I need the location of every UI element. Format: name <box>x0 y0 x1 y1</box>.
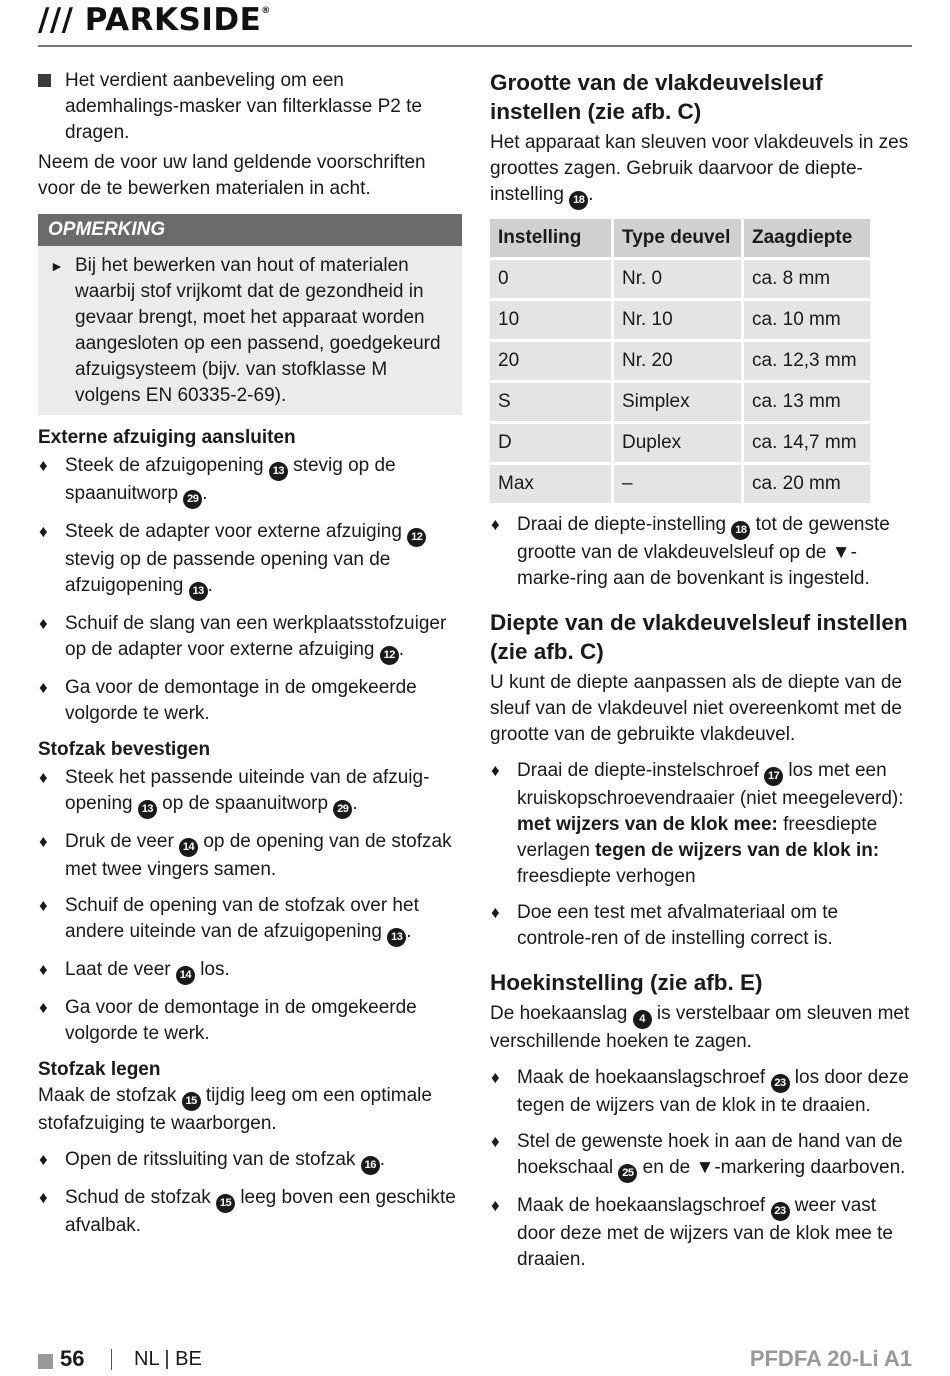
list-item: ♦ Draai de diepte-instelling 18 tot de gewenste grootte van de vlakdeuvelsleuf op de ▼-marke-ring aan de bovenkant is ingesteld. <box>491 514 890 589</box>
callout-number: 18 <box>569 191 588 210</box>
table-row <box>490 301 870 339</box>
diamond-bullet-icon: ♦ <box>39 832 48 851</box>
table-cell: S <box>490 383 611 421</box>
paragraph: De hoekaanslag 4 is verstelbaar om sleuven met verschillende hoeken te zagen. <box>490 1003 910 1052</box>
note-box <box>38 214 462 415</box>
list-item: ♦ Steek de afzuigopening 13 stevig op de spaanuitworp 29 . <box>38 453 462 509</box>
table-cell: 10 <box>490 301 611 339</box>
section-heading: Hoekinstelling (zie afb. E) <box>490 970 763 995</box>
table-cell: ca. 20 mm <box>744 465 870 503</box>
paragraph: Het apparaat kan sleuven voor vlakdeuvels in zes groottes zagen. Gebruik daarvoor de diepte-instelling 18 . <box>490 130 914 210</box>
table-row <box>490 260 870 298</box>
list-item: ♦ Steek de adapter voor externe afzuiging 12 stevig op de passende opening van de afzuigopening 13 . <box>38 519 462 601</box>
diamond-bullet-icon: ♦ <box>491 1068 500 1087</box>
callout-number: 18 <box>731 521 750 540</box>
list-item: ♦ Schuif de slang van een werkplaatsstofzuiger op de adapter voor externe afzuiging 12 . <box>38 611 462 665</box>
table-row <box>490 424 870 462</box>
list-item: ♦ Maak de hoekaanslagschroef 23 weer vast door deze met de wijzers van de klok mee te draaien. <box>491 1195 893 1270</box>
callout-number: 17 <box>764 767 783 786</box>
list-item: ♦ Laat de veer 14 los. <box>38 957 462 985</box>
callout-number: 4 <box>633 1010 652 1029</box>
table-row <box>490 465 870 503</box>
callout-number: 23 <box>771 1074 790 1093</box>
list-item: ♦ Maak de hoekaanslagschroef 23 los door deze tegen de wijzers van de klok in te draaien. <box>491 1067 909 1116</box>
section-heading: Grootte van de vlakdeuvelsleuf instellen (zie afb. C) <box>490 70 823 124</box>
table-cell: 0 <box>490 260 611 298</box>
callout-number: 12 <box>407 528 426 547</box>
table-cell: Duplex <box>614 424 741 462</box>
callout-number: 15 <box>216 1194 235 1213</box>
list-item: ♦ Schud de stofzak 15 leeg boven een geschikte afvalbak. <box>39 1187 456 1236</box>
table-cell: ca. 14,7 mm <box>744 424 870 462</box>
divider <box>111 1349 112 1370</box>
table-cell: – <box>614 465 741 503</box>
paragraph: U kunt de diepte aanpassen als de diepte van de sleuf van de vlakdeuvel niet overeenkomt met de grootte van de gebruikte vlakdeuvel. <box>490 672 902 745</box>
left-column <box>38 68 462 1239</box>
diamond-bullet-icon: ♦ <box>491 1196 500 1215</box>
paragraph: Maak de stofzak 15 tijdig leeg om een optimale stofafzuiging te waarborgen. <box>38 1085 432 1134</box>
callout-number: 23 <box>771 1202 790 1221</box>
table-cell: Simplex <box>614 383 741 421</box>
list-item: ♦ Draai de diepte-instelschroef 17 los met een kruiskopschroevendraaier (niet meegeleverd): met wijzers van de klok mee: freesdiepte verlagen tegen de wijzers van de klok in: freesdiepte verhogen <box>491 760 904 887</box>
model-name: PFDFA 20-Li A1 <box>749 1346 912 1371</box>
diamond-bullet-icon: ♦ <box>39 1150 48 1169</box>
list-item: ♦ Steek het passende uiteinde van de afzuig-opening 13 op de spaanuitworp 29 . <box>38 765 462 819</box>
diamond-bullet-icon: ♦ <box>39 522 48 541</box>
callout-number: 25 <box>618 1164 637 1183</box>
section-heading: Stofzak bevestigen <box>38 739 211 760</box>
list-item: ♦ Ga voor de demontage in de omgekeerde volgorde te werk. <box>39 677 417 724</box>
depth-table <box>487 216 873 506</box>
section-heading: Stofzak legen <box>38 1059 161 1080</box>
callout-number: 13 <box>269 462 288 481</box>
page-footer <box>38 1346 912 1376</box>
callout-number: 29 <box>333 800 352 819</box>
diamond-bullet-icon: ♦ <box>39 768 48 787</box>
table-cell: ca. 10 mm <box>744 301 870 339</box>
arrow-right-icon: ► <box>50 258 64 274</box>
diamond-bullet-icon: ♦ <box>39 896 48 915</box>
callout-number: 12 <box>380 646 399 665</box>
callout-number: 16 <box>361 1156 380 1175</box>
column-header: Type deuvel <box>614 219 741 257</box>
table-cell: Nr. 0 <box>614 260 741 298</box>
page-number: 56 <box>60 1346 85 1371</box>
language-label: NL | BE <box>134 1348 202 1370</box>
table-cell: Nr. 10 <box>614 301 741 339</box>
callout-number: 14 <box>179 838 198 857</box>
table-cell: ca. 12,3 mm <box>744 342 870 380</box>
table-cell: Max <box>490 465 611 503</box>
list-item: ♦ Open de ritssluiting van de stofzak 16 . <box>38 1147 462 1175</box>
table-row <box>490 342 870 380</box>
table-cell: Nr. 20 <box>614 342 741 380</box>
diamond-bullet-icon: ♦ <box>39 678 48 697</box>
diamond-bullet-icon: ♦ <box>39 456 48 475</box>
section-heading: Diepte van de vlakdeuvelsleuf instellen (zie afb. C) <box>490 610 908 664</box>
section-heading: Externe afzuiging aansluiten <box>38 427 296 448</box>
column-header: Zaagdiepte <box>744 219 870 257</box>
column-header: Instelling <box>490 219 611 257</box>
table-cell: 20 <box>490 342 611 380</box>
diamond-bullet-icon: ♦ <box>39 614 48 633</box>
table-row <box>490 383 870 421</box>
list-item: ♦ Druk de veer 14 op de opening van de stofzak met twee vingers samen. <box>39 831 452 880</box>
callout-number: 14 <box>176 966 195 985</box>
list-item: Het verdient aanbeveling om een ademhalings-masker van filterklasse P2 te dragen. <box>38 68 462 146</box>
callout-number: 13 <box>138 800 157 819</box>
note-text: ► Bij het bewerken van hout of materialen waarbij stof vrijkomt dat de gezondheid in gevaar brengt, moet het apparaat worden aangesloten op een passend, goedgekeurd afzuigsysteem (bijv. van stofklasse M volgens EN 60335-2-69). <box>50 255 441 406</box>
callout-number: 13 <box>387 928 406 947</box>
callout-number: 29 <box>183 490 202 509</box>
diamond-bullet-icon: ♦ <box>491 761 500 780</box>
callout-number: 15 <box>182 1092 201 1111</box>
diamond-bullet-icon: ♦ <box>39 998 48 1017</box>
diamond-bullet-icon: ♦ <box>491 1132 500 1151</box>
header-rule <box>38 45 912 47</box>
callout-number: 13 <box>189 582 208 601</box>
list-item: ♦ Ga voor de demontage in de omgekeerde volgorde te werk. <box>39 997 417 1044</box>
diamond-bullet-icon: ♦ <box>491 903 500 922</box>
diamond-bullet-icon: ♦ <box>39 960 48 979</box>
list-item: ♦ Doe een test met afvalmateriaal om te controle-ren of de instelling correct is. <box>491 902 839 949</box>
table-cell: ca. 8 mm <box>744 260 870 298</box>
diamond-bullet-icon: ♦ <box>491 515 500 534</box>
list-item: ♦ Schuif de opening van de stofzak over het andere uiteinde van de afzuigopening 13 . <box>38 893 462 947</box>
table-cell: D <box>490 424 611 462</box>
note-heading: OPMERKING <box>38 214 462 246</box>
brand-logo: /// PARKSIDE® <box>38 2 271 38</box>
table-cell: ca. 13 mm <box>744 383 870 421</box>
square-marker-icon <box>38 1354 53 1369</box>
diamond-bullet-icon: ♦ <box>39 1188 48 1207</box>
table-header-row <box>490 219 870 257</box>
right-column <box>490 68 914 1273</box>
square-bullet-icon <box>38 74 51 87</box>
list-item: ♦ Stel de gewenste hoek in aan de hand van de hoekschaal 25 en de ▼-markering daarboven. <box>490 1129 914 1183</box>
paragraph: Neem de voor uw land geldende voorschriften voor de te bewerken materialen in acht. <box>38 152 426 199</box>
